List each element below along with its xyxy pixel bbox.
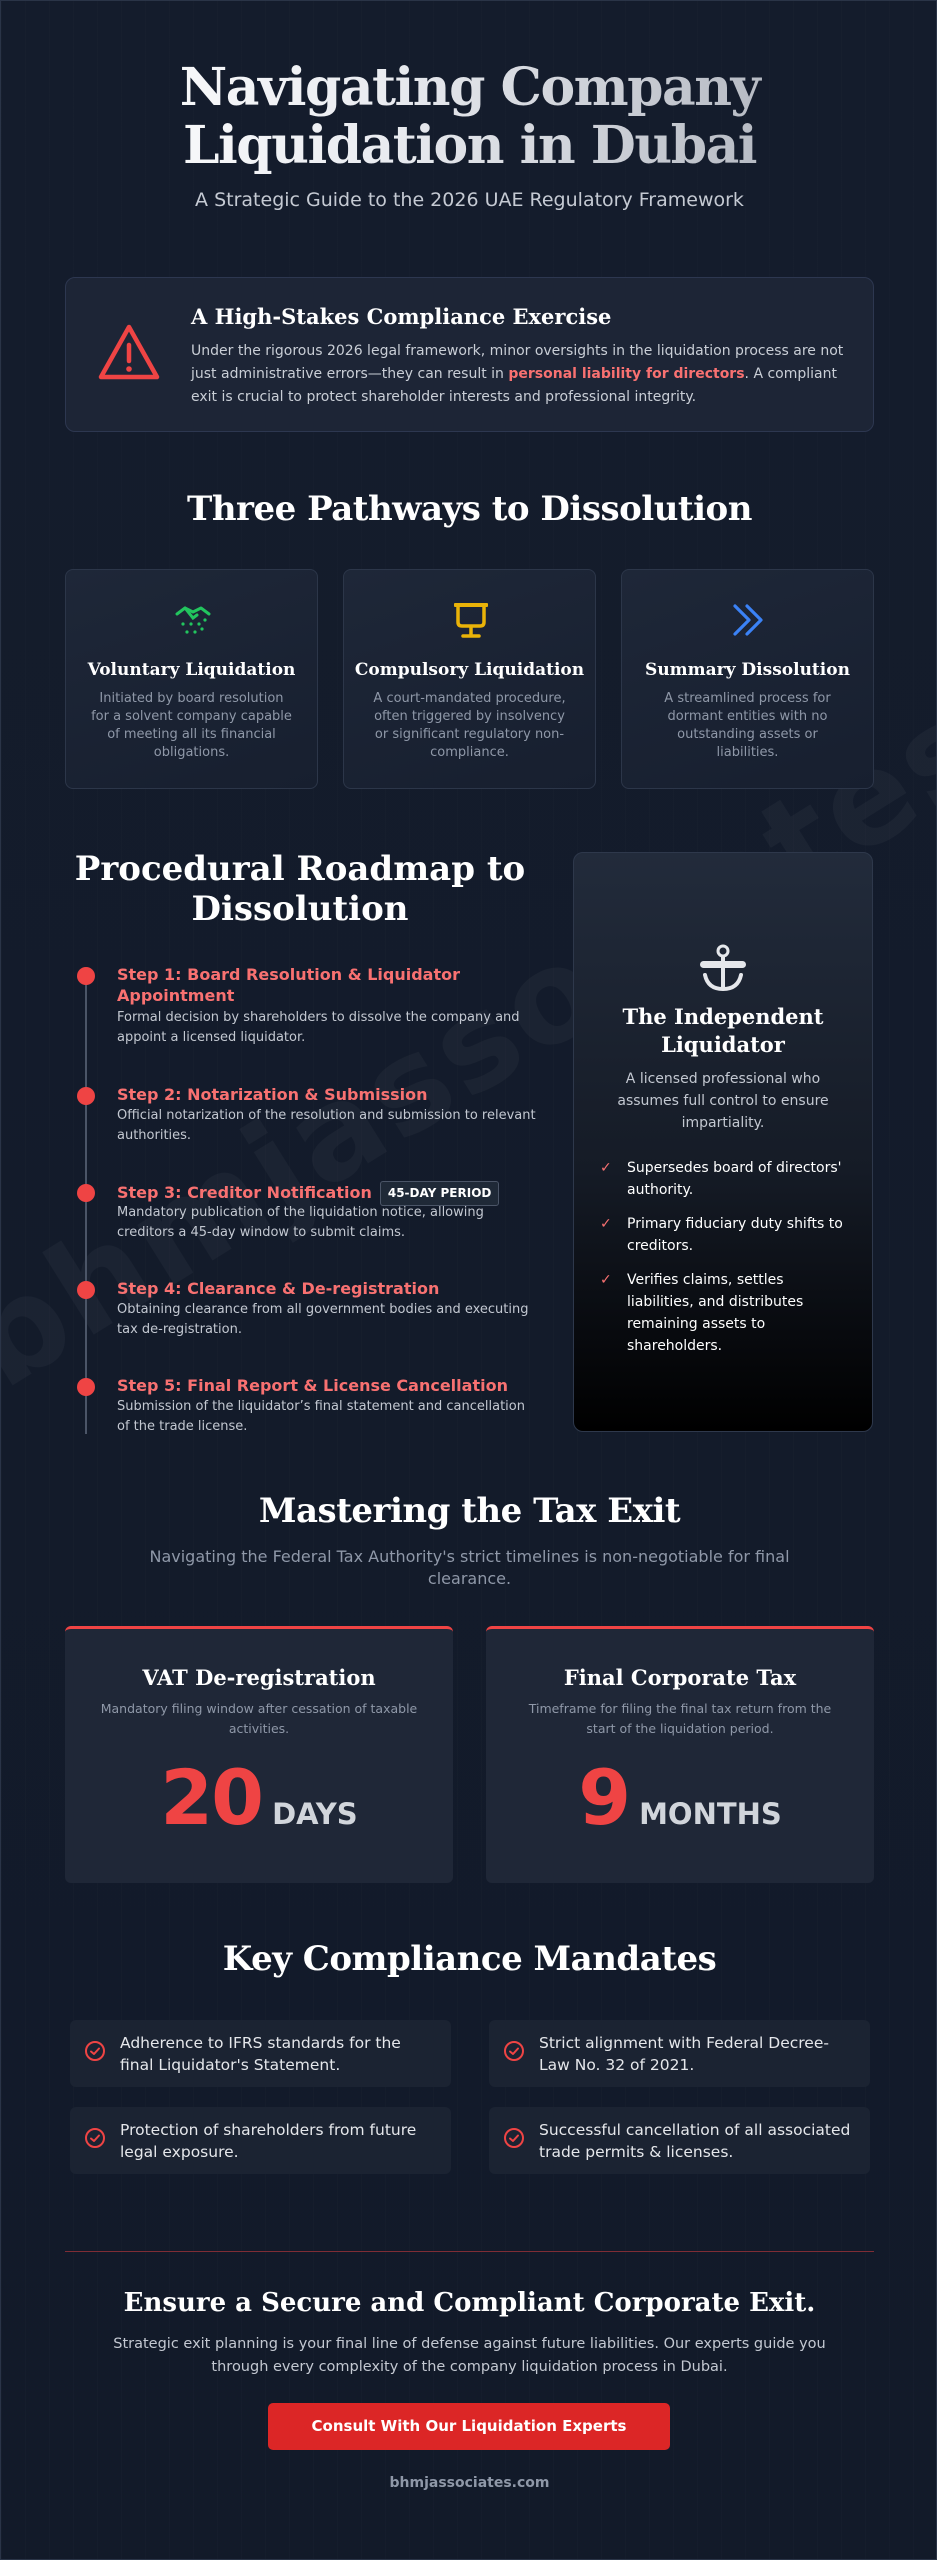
step-desc: Obtaining clearance from all government bodies and executing tax de-registration. xyxy=(117,1302,529,1337)
footer-link[interactable]: bhmjassociates.com xyxy=(389,2475,550,2491)
step-desc: Formal decision by shareholders to dissolve the company and appoint a licensed liquidator. xyxy=(117,1010,520,1045)
period-badge: 45-DAY PERIOD xyxy=(380,1181,500,1206)
alert-title: A High-Stakes Compliance Exercise xyxy=(191,304,612,329)
liquidator-points xyxy=(600,1157,850,1369)
cta-title: Ensure a Secure and Compliant Corporate Exit. xyxy=(123,2288,816,2318)
liquidator-title: The Independent Liquidator xyxy=(622,1004,824,1057)
court-podium-icon xyxy=(449,598,493,642)
tax-card-vat xyxy=(65,1626,453,1883)
list-item xyxy=(600,1269,850,1357)
mandate-text: Adherence to IFRS standards for the final Liquidator's Statement. xyxy=(120,2034,401,2074)
pathway-desc: A streamlined process for dormant entities with no outstanding assets or liabilities. xyxy=(664,691,831,760)
mandates-title: Key Compliance Mandates xyxy=(222,1939,717,1979)
mandate-item xyxy=(70,2107,451,2174)
handshake-icon xyxy=(171,598,215,642)
mandate-item xyxy=(489,2107,870,2174)
anchor-icon xyxy=(696,943,750,993)
tax-card-value xyxy=(486,1753,874,1842)
check-icon: ✓ xyxy=(600,1216,612,1232)
section-divider xyxy=(65,2251,874,2252)
alert-body-text: Under the rigorous 2026 legal framework, minor oversights in the liquidation process are not just administrative errors—they can result in xyxy=(191,343,844,382)
tax-card-title: Final Corporate Tax xyxy=(563,1665,797,1690)
mandate-text: Protection of shareholders from future legal exposure. xyxy=(120,2121,417,2161)
compliance-alert xyxy=(65,277,874,432)
tax-card-value xyxy=(65,1753,453,1842)
timeline-dot xyxy=(77,1087,95,1105)
page-subtitle: A Strategic Guide to the 2026 UAE Regulatory Framework xyxy=(195,189,744,211)
warning-triangle-icon xyxy=(96,320,162,386)
roadmap-title: Procedural Roadmap to Dissolution xyxy=(74,849,526,929)
alert-body-text-end: . A compliant exit is crucial to protect shareholder interests and professional integrity. xyxy=(191,366,837,405)
list-item xyxy=(600,1213,850,1257)
tax-value-unit: DAYS xyxy=(272,1797,358,1831)
tax-value-number: 9 xyxy=(578,1753,630,1842)
pathway-card-voluntary xyxy=(65,569,318,789)
tax-card-corporate xyxy=(486,1626,874,1883)
tax-card-desc: Mandatory filing window after cessation of taxable activities. xyxy=(100,1701,418,1736)
check-circle-icon xyxy=(503,2127,525,2149)
list-item-text: Supersedes board of directors' authority. xyxy=(627,1160,842,1198)
step-title: Step 3: Creditor Notification xyxy=(117,1183,372,1202)
timeline-dot xyxy=(77,967,95,985)
check-circle-icon xyxy=(84,2127,106,2149)
pathway-desc: A court-mandated procedure, often triggered by insolvency or significant regulatory non-compliance. xyxy=(373,691,566,760)
step-desc: Mandatory publication of the liquidation notice, allowing creditors a 45-day window to submit claims. xyxy=(117,1205,484,1240)
tax-subtitle: Navigating the Federal Tax Authority's strict timelines is non-negotiable for final clearance. xyxy=(149,1547,790,1588)
tax-value-number: 20 xyxy=(160,1753,263,1842)
liquidator-desc: A licensed professional who assumes full control to ensure impartiality. xyxy=(617,1071,829,1131)
timeline-dot xyxy=(77,1281,95,1299)
tax-card-desc: Timeframe for filing the final tax return from the start of the liquidation period. xyxy=(528,1701,832,1736)
check-icon: ✓ xyxy=(600,1272,612,1288)
alert-highlight: personal liability for directors xyxy=(508,366,745,382)
step-title: Step 1: Board Resolution & Liquidator Appointment xyxy=(117,965,461,1005)
mandate-text: Strict alignment with Federal Decree-Law No. 32 of 2021. xyxy=(539,2034,829,2074)
pathway-desc: Initiated by board resolution for a solvent company capable of meeting all its financial obligations. xyxy=(91,691,292,760)
pathway-card-summary xyxy=(621,569,874,789)
pathway-title: Voluntary Liquidation xyxy=(87,660,296,680)
pathway-card-compulsory xyxy=(343,569,596,789)
step-desc: Submission of the liquidator’s final statement and cancellation of the trade license. xyxy=(117,1399,525,1434)
step-title: Step 5: Final Report & License Cancellation xyxy=(117,1376,508,1395)
alert-body xyxy=(191,340,851,409)
check-icon: ✓ xyxy=(600,1160,612,1176)
timeline-dot xyxy=(77,1184,95,1202)
mandate-item xyxy=(70,2020,451,2087)
tax-value-unit: MONTHS xyxy=(639,1797,782,1831)
fast-forward-icon xyxy=(727,598,771,642)
list-item xyxy=(600,1157,850,1201)
mandate-item xyxy=(489,2020,870,2087)
tax-card-title: VAT De-registration xyxy=(142,1665,376,1690)
mandate-text: Successful cancellation of all associated trade permits & licenses. xyxy=(539,2121,851,2161)
consult-experts-button[interactable]: Consult With Our Liquidation Experts xyxy=(268,2403,670,2450)
timeline-dot xyxy=(77,1378,95,1396)
pathway-title: Compulsory Liquidation xyxy=(354,660,585,680)
step-title: Step 2: Notarization & Submission xyxy=(117,1085,428,1104)
page-title: Navigating Company Liquidation in Dubai xyxy=(61,59,878,175)
pathway-title: Summary Dissolution xyxy=(645,660,850,680)
check-circle-icon xyxy=(84,2040,106,2062)
step-desc: Official notarization of the resolution and submission to relevant authorities. xyxy=(117,1108,536,1143)
tax-title: Mastering the Tax Exit xyxy=(258,1491,681,1531)
independent-liquidator-card xyxy=(573,852,873,1432)
cta-desc: Strategic exit planning is your final line of defense against future liabilities. Our experts guide you through every complexity of the company liquidation process in Dubai. xyxy=(113,2336,826,2375)
list-item-text: Verifies claims, settles liabilities, and distributes remaining assets to shareholders. xyxy=(627,1272,804,1354)
list-item-text: Primary fiduciary duty shifts to creditors. xyxy=(627,1216,843,1254)
check-circle-icon xyxy=(503,2040,525,2062)
timeline-line xyxy=(85,976,87,1434)
step-title: Step 4: Clearance & De-registration xyxy=(117,1279,440,1298)
pathways-title: Three Pathways to Dissolution xyxy=(187,489,752,529)
